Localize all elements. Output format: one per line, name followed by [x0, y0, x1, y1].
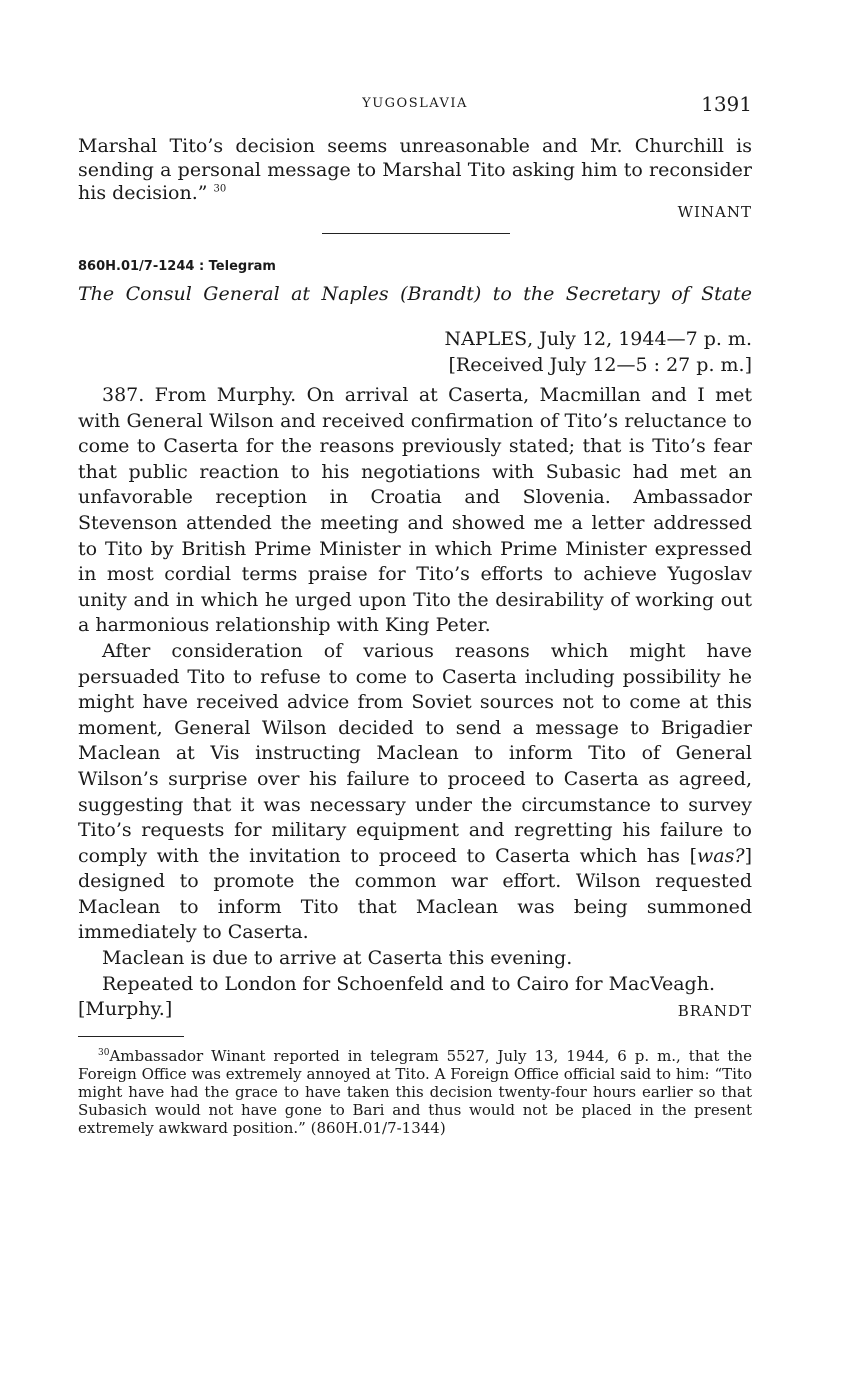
paragraph-1: 387. From Murphy. On arrival at Caserta, Macmillan and I met with General Wilson and received confirmation of Tito’s reluctance to come to Caserta for the reasons previously stated; that is Tito’s fear that public reaction to his negotiations with Subasic had met an unfavorable reception in Croatia and Slovenia. Ambassador Stevenson attended the meeting and showed me a letter addressed to Tito by British Prime Minister in which Prime Minister expressed in most cordial terms praise for Tito’s efforts to achieve Yugoslav unity and in which he urged upon Tito the desirability of working out a harmonious relationship with King Peter. — [78, 384, 752, 637]
signature-winant: WINANT — [677, 203, 752, 221]
footnote-reference: 30 — [213, 183, 227, 195]
page-number: 1391 — [701, 92, 752, 116]
paragraph-2: After consideration of various reasons which might have persuaded Tito to refuse to come to Caserta including possibility he might have received advice from Soviet sources not to come at this moment, General Wilson decided to send a message to Brigadier Maclean at Vis instructing Maclean to inform Tito of General Wilson’s surprise over his failure to proceed to Caserta as agreed, suggesting that it was necessary under the circumstance to survey Tito’s requests for military equipment and regretting his failure to comply with the invitation to proceed to Caserta which has [was?] designed to promote the common war effort. Wilson requested Maclean to inform Tito that Maclean was being summoned immediately to Caserta. — [78, 639, 752, 944]
telegram-body — [78, 383, 752, 1023]
footnote-divider — [78, 1036, 184, 1037]
closing-attribution: [Murphy.] — [78, 998, 173, 1021]
paragraph-3: Maclean is due to arrive at Caserta this evening. — [102, 947, 573, 970]
section-title: YUGOSLAVIA — [362, 96, 468, 111]
continuation-text: Marshal Tito’s decision seems unreasonable and Mr. Churchill is sending a personal message to Marshal Tito asking him to reconsider his decision.” — [78, 135, 752, 204]
file-reference: 860H.01/7-1244 : Telegram — [78, 259, 276, 274]
footnote-number: 30 — [98, 1048, 110, 1058]
footnote-text: Ambassador Winant reported in telegram 5527, July 13, 1944, 6 p. m., that the Foreign Office was extremely annoyed at Tito. A Foreign Office official said to him: “Tito might have had the grace to have taken this decision twenty-four hours earlier so that Subasich would not have gone to Bari and thus would not be placed in the present extremely awkward position.” (860H.01/7-1344) — [78, 1047, 752, 1137]
signature-brandt: BRANDT — [677, 1002, 752, 1020]
running-head — [78, 92, 752, 118]
footnote — [78, 1047, 752, 1137]
date: , July 12, 1944—7 p. m. — [527, 328, 752, 350]
editorial-insertion: was? — [697, 844, 745, 867]
date-sent — [445, 327, 752, 353]
continuation-paragraph — [78, 135, 752, 206]
place: NAPLES — [444, 328, 528, 350]
dateline — [445, 327, 752, 378]
date-received: [Received July 12—5 : 27 p. m.] — [448, 353, 752, 376]
document-title: The Consul General at Naples (Brandt) to the Secretary of State — [78, 283, 752, 305]
paragraph-4: Repeated to London for Schoenfeld and to Cairo for MacVeagh. — [102, 972, 716, 995]
section-divider — [322, 233, 510, 234]
